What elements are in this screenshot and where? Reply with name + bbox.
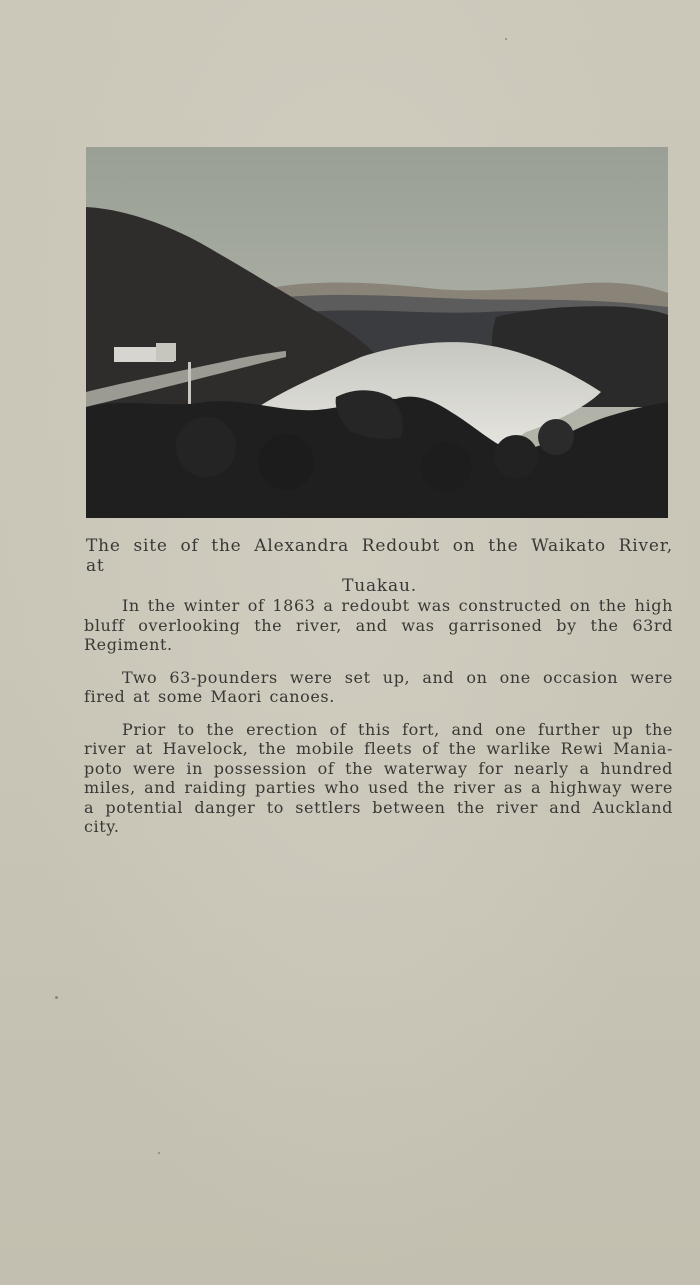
page-speck [505, 38, 507, 40]
page-speck [158, 1152, 160, 1154]
body-text [84, 596, 673, 850]
caption-line-2: Tuakau. [342, 576, 417, 596]
page-speck [55, 996, 58, 999]
river-photograph [86, 147, 668, 518]
photo-caption [86, 536, 673, 596]
paragraph-sixty-three-pounders: Two 63-pounders were set up, and on one occasion were fired at some Maori canoes. [84, 667, 673, 706]
paragraph-river-fleets: Prior to the erection of this fort, and one further up the river at Havelock, the mobile fleets of the warlike Rewi Mania-poto were in possession of the waterway for nearly a hundred miles, and raiding parties who used the river as a highway were a potential danger to settlers between the river and Auckland city. [84, 719, 673, 836]
paragraph-redoubt-construction: In the winter of 1863 a redoubt was constructed on the high bluff overlooking the river, and was garrisoned by the 63rd Regiment. [84, 596, 673, 654]
photo-illustration [86, 147, 668, 518]
caption-line-1: The site of the Alexandra Redoubt on the Waikato River, at [86, 536, 673, 576]
